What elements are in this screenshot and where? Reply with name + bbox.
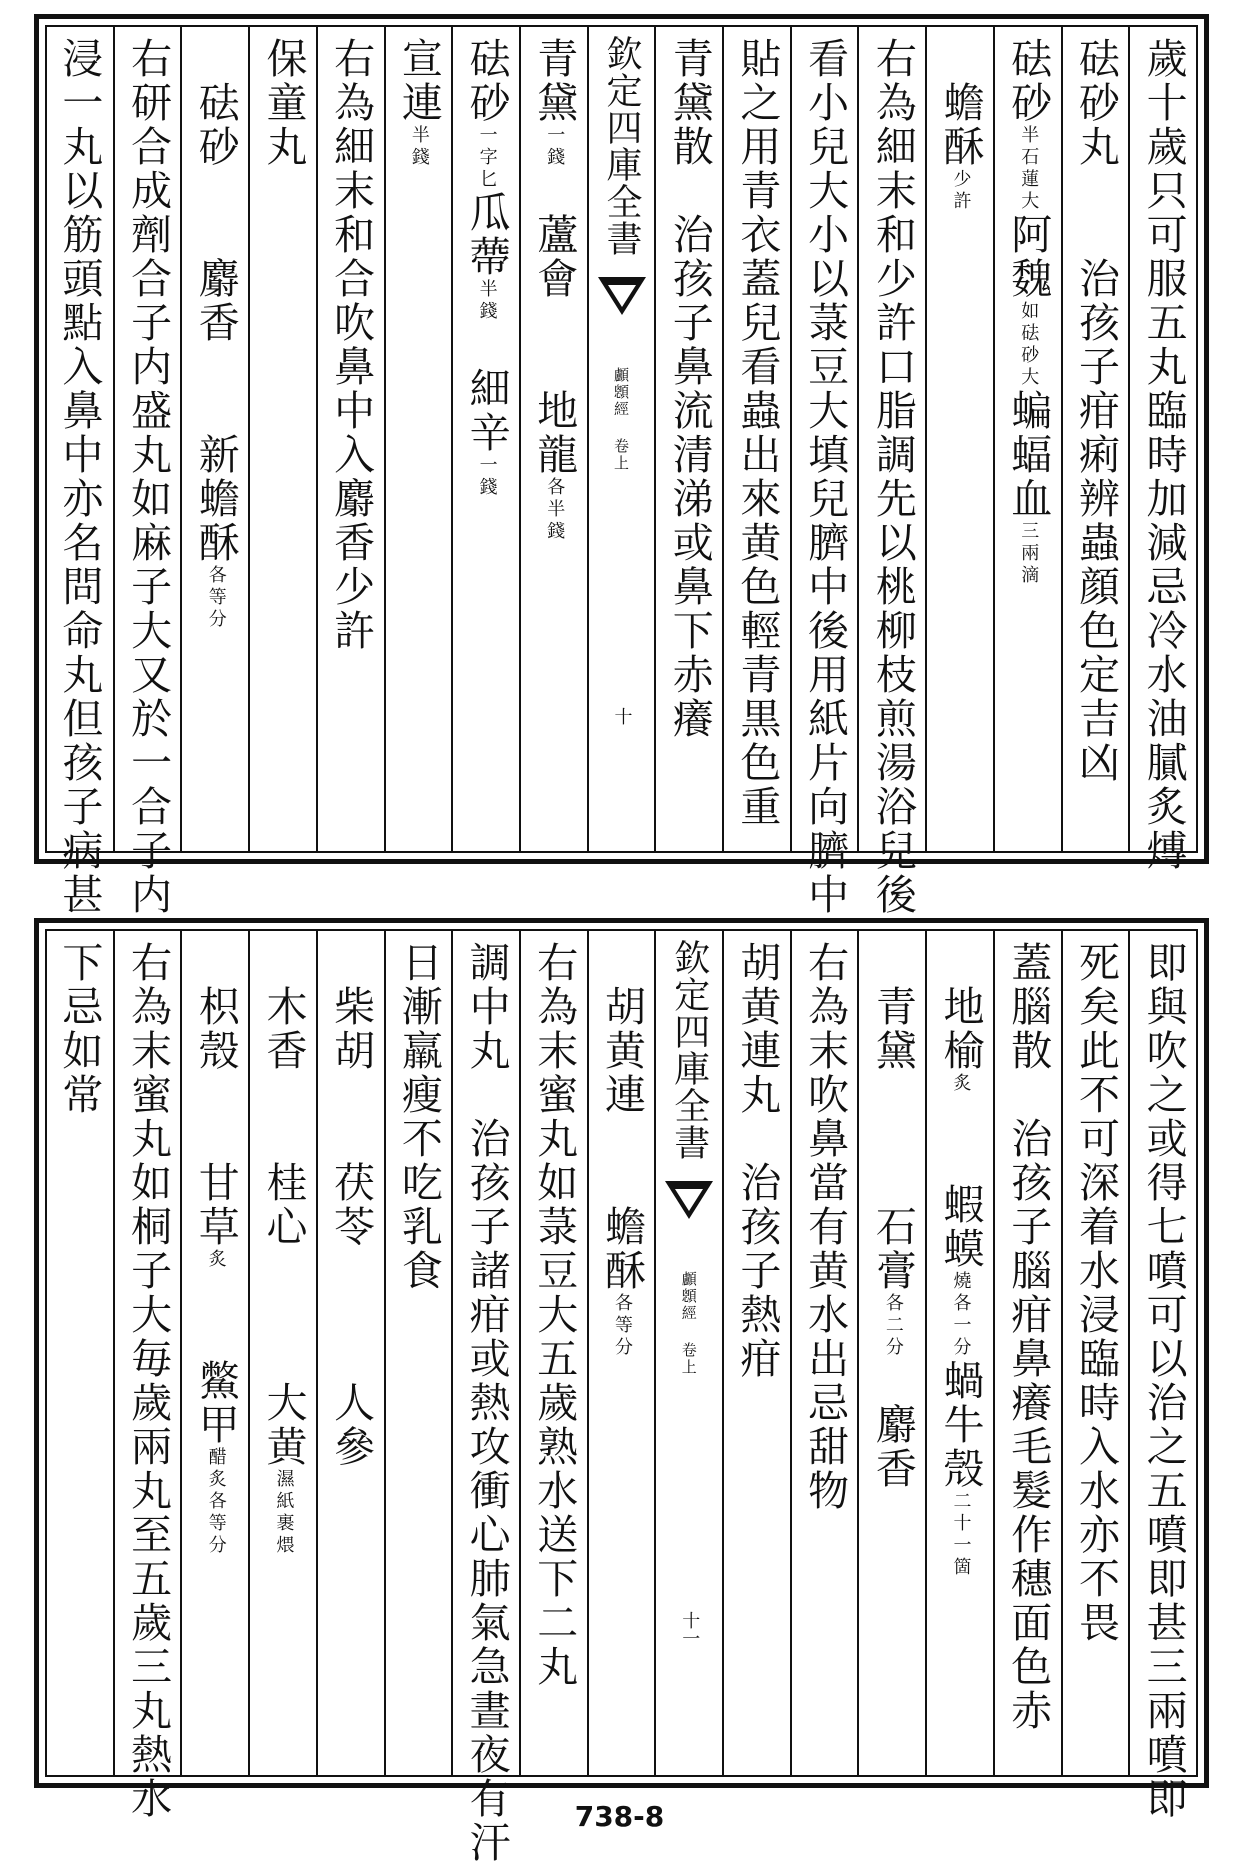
main-text: 茯苓 — [327, 1161, 376, 1249]
top-text-column — [1128, 27, 1196, 873]
main-text — [1072, 169, 1120, 257]
annotation-note: 一字匕 — [476, 125, 498, 191]
bottom-text-column — [248, 931, 316, 1775]
column-text — [191, 37, 240, 631]
main-text: 貼之用青衣蓋兒看蟲出來黄色輕青黒色重 — [733, 37, 782, 829]
main-text: 枳殼 — [191, 941, 240, 1073]
top-text-column — [384, 27, 452, 851]
annotation-note: 一錢 — [544, 125, 566, 169]
main-text: 人參 — [327, 1381, 376, 1469]
column-text — [1004, 37, 1053, 587]
main-text: 胡黄連 — [598, 941, 646, 1117]
top-text-column — [316, 27, 384, 851]
column-text — [598, 941, 646, 1359]
top-text-column — [113, 27, 181, 917]
column-text — [1139, 37, 1188, 873]
bottom-text-column — [1061, 931, 1129, 1775]
bottom-text-column — [180, 931, 248, 1775]
main-text: 柴胡 — [327, 941, 376, 1073]
annotation-note: 一錢 — [476, 455, 498, 499]
main-text: 蘆會 — [530, 213, 579, 301]
column-text — [1071, 941, 1120, 1645]
bottom-text-column — [857, 931, 925, 1775]
main-text — [530, 301, 578, 389]
band-page-number: 十一 — [679, 1611, 701, 1647]
main-text — [259, 1073, 307, 1161]
column-text — [733, 37, 782, 829]
main-text: 瓜蔕 — [462, 191, 511, 279]
main-text: 蝸牛殼 — [936, 1359, 985, 1491]
main-text — [259, 1249, 307, 1381]
top-text-column — [722, 27, 790, 851]
main-text: 治孩子諸疳或熱攻衝心肺氣急晝夜有汗 — [462, 1117, 511, 1865]
column-text — [394, 37, 443, 169]
bottom-text-column — [113, 931, 181, 1821]
main-text: 即與吹之或得七噴可以治之五噴即甚三兩噴即 — [1139, 941, 1188, 1821]
annotation-note: 各等分 — [612, 1293, 633, 1359]
annotation-note: 三兩滴 — [1018, 521, 1040, 587]
main-text: 甘草 — [191, 1161, 240, 1249]
bottom-text-column — [45, 931, 113, 1775]
main-text — [192, 345, 240, 433]
main-text: 青黛散 — [665, 37, 714, 169]
column-text — [124, 941, 173, 1821]
main-text: 青黛 — [530, 37, 579, 125]
main-text: 治孩子疳痢辨蟲顔色定吉凶 — [1071, 257, 1120, 785]
column-text — [259, 941, 308, 1557]
column-text — [327, 941, 376, 1469]
fishtail-mark-icon — [598, 277, 646, 315]
main-text: 保童丸 — [259, 37, 308, 169]
main-text: 下忌如常 — [55, 941, 104, 1117]
band-page-number: 十 — [611, 707, 633, 725]
main-text: 右為末蜜丸如菉豆大五歲熟水送下二丸 — [530, 941, 579, 1689]
main-text — [192, 1073, 240, 1161]
main-text: 蓋腦散 — [1004, 941, 1053, 1073]
bottom-text-column — [519, 931, 587, 1775]
main-text — [327, 1073, 375, 1161]
bottom-text-column — [722, 931, 790, 1775]
main-text: 調中丸 — [462, 941, 511, 1073]
main-text: 細辛 — [462, 367, 511, 455]
main-text: 治孩子鼻流清涕或鼻下赤癢 — [665, 213, 714, 741]
column-text — [462, 37, 511, 499]
annotation-note: 各等分 — [205, 565, 227, 631]
main-text — [463, 1073, 511, 1117]
annotation-note: 二十一箇 — [950, 1491, 972, 1579]
column-text — [124, 37, 173, 917]
top-text-column — [925, 27, 993, 851]
column-text — [936, 941, 985, 1579]
bottom-text-column — [925, 931, 993, 1775]
top-center-band — [587, 27, 655, 851]
main-text — [192, 169, 240, 257]
main-text: 右為末蜜丸如桐子大毎歲兩丸至五歲三丸熱水 — [124, 941, 173, 1821]
annotation-note: 炙 — [205, 1249, 227, 1271]
column-text — [55, 941, 104, 1117]
band-source: 顱顖經 卷上 — [612, 367, 630, 472]
main-text: 石膏 — [868, 1205, 917, 1293]
annotation-note: 濕紙裹煨 — [273, 1469, 295, 1557]
top-text-column — [857, 27, 925, 917]
column-text — [462, 941, 511, 1865]
column-text — [801, 941, 850, 1513]
main-text — [463, 323, 511, 367]
main-text — [937, 1095, 985, 1183]
main-text — [733, 1117, 781, 1161]
annotation-note: 醋炙各等分 — [205, 1447, 227, 1557]
main-text: 蟾酥 — [598, 1205, 646, 1293]
bottom-text-column — [993, 931, 1061, 1775]
page-top — [34, 14, 1209, 917]
main-text: 治孩子熱疳 — [733, 1161, 782, 1381]
top-text-column — [1061, 27, 1129, 851]
column-text — [868, 37, 917, 917]
top-text-column — [654, 27, 722, 851]
annotation-note: 各半錢 — [544, 477, 566, 543]
column-text — [936, 37, 985, 213]
main-text: 蟾酥 — [936, 37, 985, 169]
top-text-column — [180, 27, 248, 851]
column-text — [733, 941, 782, 1381]
annotation-note: 燒各一分 — [950, 1271, 972, 1359]
top-text-column — [451, 27, 519, 851]
main-text: 麝香 — [191, 257, 240, 345]
annotation-note: 半錢 — [408, 125, 430, 169]
main-text: 右為細末和少許口脂調先以桃柳枝煎湯浴兒後 — [868, 37, 917, 917]
band-title: 欽定四庫全書 — [601, 35, 642, 257]
main-text: 浸一丸以筋頭點入鼻中亦名問命丸但孩子病甚 — [55, 37, 104, 917]
main-text — [869, 1073, 917, 1205]
column-text — [1004, 941, 1053, 1733]
annotation-note: 半錢 — [476, 279, 498, 323]
main-text: 砝砂 — [191, 37, 240, 169]
main-text: 宣連 — [394, 37, 443, 125]
main-text: 新蟾酥 — [191, 433, 240, 565]
main-text: 右為細末和合吹鼻中入麝香少許 — [327, 37, 376, 653]
column-text — [801, 37, 850, 917]
column-text — [55, 37, 104, 917]
bottom-text-column — [587, 931, 655, 1775]
annotation-note: 如砝砂大 — [1018, 301, 1040, 389]
main-text: 青黛 — [868, 941, 917, 1073]
page-top-frame — [45, 25, 1198, 917]
bottom-text-column — [316, 931, 384, 1775]
column-text — [1071, 37, 1120, 785]
bottom-center-band — [654, 931, 722, 1775]
top-text-column — [993, 27, 1061, 851]
main-text — [327, 1249, 375, 1381]
main-text — [869, 1359, 917, 1403]
main-text: 砝砂丸 — [1071, 37, 1120, 169]
main-text — [530, 169, 578, 213]
main-text: 大黄 — [259, 1381, 308, 1469]
column-text — [191, 941, 240, 1557]
main-text — [666, 169, 714, 213]
column-text — [665, 37, 714, 741]
column-text — [394, 941, 443, 1293]
annotation-note: 炙 — [950, 1073, 972, 1095]
main-text: 阿魏 — [1004, 213, 1053, 301]
top-text-column — [248, 27, 316, 851]
main-text: 蝙蝠血 — [1004, 389, 1053, 521]
annotation-note: 少許 — [950, 169, 972, 213]
bottom-text-column — [1128, 931, 1196, 1821]
main-text: 右研合成劑合子内盛丸如麻子大又於一合子内 — [124, 37, 173, 917]
main-text: 蝦蟆 — [936, 1183, 985, 1271]
main-text — [192, 1271, 240, 1359]
column-text — [259, 37, 308, 169]
fishtail-mark-icon — [665, 1181, 713, 1219]
band-source: 顱顖經 卷上 — [679, 1271, 698, 1376]
top-text-column — [519, 27, 587, 851]
top-text-column — [45, 27, 113, 917]
main-text: 地榆 — [936, 941, 985, 1073]
main-text — [598, 1117, 646, 1205]
top-text-column — [790, 27, 858, 917]
main-text: 砝砂 — [1004, 37, 1053, 125]
page-number-footer: 738-8 — [574, 1800, 665, 1833]
column-text — [868, 941, 917, 1491]
main-text — [1004, 1073, 1052, 1117]
main-text: 木香 — [259, 941, 308, 1073]
column-text — [327, 37, 376, 653]
main-text: 麝香 — [868, 1403, 917, 1491]
main-text: 死矣此不可深着水浸臨時入水亦不畏 — [1071, 941, 1120, 1645]
main-text: 右為末吹鼻當有黄水出忌甜物 — [801, 941, 850, 1513]
main-text: 日漸羸瘦不吃乳食 — [394, 941, 443, 1293]
annotation-note: 半石蓮大 — [1018, 125, 1040, 213]
main-text: 桂心 — [259, 1161, 308, 1249]
main-text: 看小兒大小以菉豆大填兒臍中後用紙片向臍中 — [801, 37, 850, 917]
column-text — [1139, 941, 1188, 1821]
main-text: 鱉甲 — [191, 1359, 240, 1447]
main-text: 治孩子腦疳鼻癢毛髮作穗面色赤 — [1004, 1117, 1053, 1733]
main-text: 胡黄連丸 — [733, 941, 782, 1117]
bottom-text-column — [451, 931, 519, 1865]
bottom-text-column — [790, 931, 858, 1775]
bottom-text-column — [384, 931, 452, 1775]
band-title: 欽定四庫全書 — [668, 939, 710, 1161]
main-text: 地龍 — [530, 389, 579, 477]
main-text: 砝砂 — [462, 37, 511, 125]
main-text: 歲十歲只可服五丸臨時加減忌冷水油膩炙煿 — [1139, 37, 1188, 873]
annotation-note: 各二分 — [882, 1293, 904, 1359]
column-text — [530, 37, 579, 543]
column-text — [530, 941, 579, 1689]
